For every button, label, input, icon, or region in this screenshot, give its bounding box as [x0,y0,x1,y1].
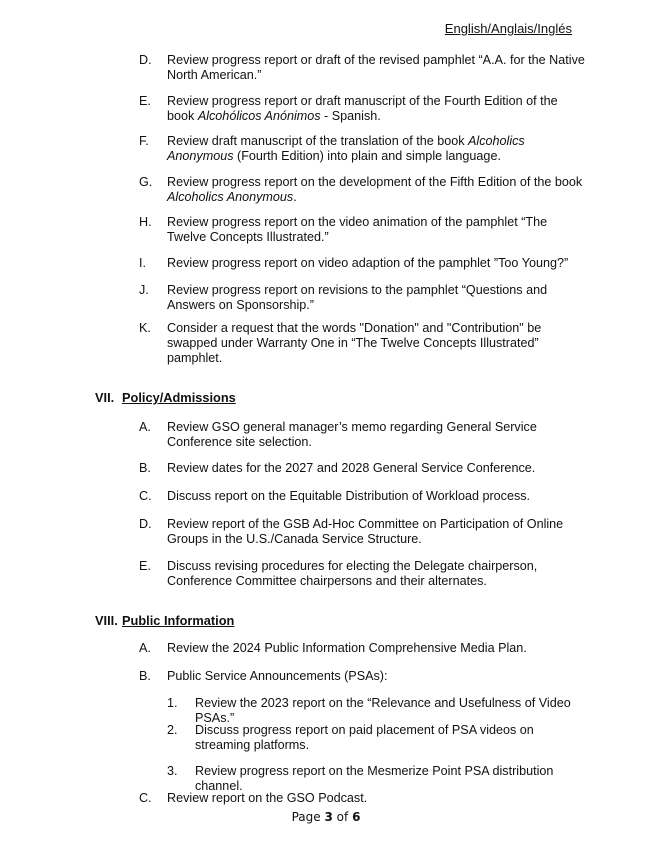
item-text: Review report on the GSO Podcast. [167,791,368,805]
section-heading-viii [95,613,234,628]
item-letter: H. [139,215,152,229]
item-text: Review progress report on the video animation of the pamphlet “The Twelve Concepts Illustrated.” [167,215,548,244]
item-letter: E. [139,94,151,108]
item-text: Review dates for the 2027 and 2028 General Service Conference. [167,461,536,475]
item-text: Review progress report on video adaption of the pamphlet ”Too Young?” [167,256,569,270]
item-letter: I. [139,256,146,270]
item-text: Review progress report on the Mesmerize Point PSA distribution channel. [195,764,554,793]
section-number: VII. [95,390,115,405]
item-letter: D. [139,53,152,67]
item-letter: A. [139,420,151,434]
item-letter: G. [139,175,153,189]
item-text: Review progress report or draft manuscript of the Fourth Edition of the book Alcohólicos Anónimos - Spanish. [167,94,558,123]
item-letter: 3. [167,764,178,778]
item-letter: 1. [167,696,178,710]
item-text: Discuss progress report on paid placement of PSA videos on streaming platforms. [195,723,534,752]
item-text: Review progress report on the development of the Fifth Edition of the book Alcoholics Anonymous. [167,175,583,204]
section-title: Policy/Admissions [122,390,236,405]
page-number: Page 3 of 6 [291,810,361,824]
language-header: English/Anglais/Inglés [444,21,572,36]
item-text: Review GSO general manager’s memo regarding General Service Conference site selection. [167,420,537,449]
item-text: Review report of the GSB Ad-Hoc Committee on Participation of Online Groups in the U.S./Canada Service Structure. [167,517,564,546]
section-number: VIII. [95,613,118,628]
item-letter: D. [139,517,152,531]
item-text: Review the 2024 Public Information Comprehensive Media Plan. [167,641,527,655]
item-text: Public Service Announcements (PSAs): [167,669,388,683]
item-text: Consider a request that the words "Donation" and "Contribution" be swapped under Warranty One in “The Twelve Concepts Illustrated” pamphlet. [167,321,542,365]
item-text: Discuss revising procedures for electing the Delegate chairperson, Conference Committee chairpersons and their alternates. [167,559,538,588]
item-letter: C. [139,791,152,805]
item-text: Review the 2023 report on the “Relevance and Usefulness of Video PSAs.” [195,696,571,725]
item-letter: E. [139,559,151,573]
item-letter: C. [139,489,152,503]
item-letter: 2. [167,723,178,737]
section-title: Public Information [122,613,235,628]
item-text: Review draft manuscript of the translation of the book Alcoholics Anonymous (Fourth Edition) into plain and simple language. [167,134,525,163]
item-text: Review progress report on revisions to the pamphlet “Questions and Answers on Sponsorship.” [167,283,548,312]
item-letter: F. [139,134,149,148]
item-letter: B. [139,669,151,683]
item-letter: A. [139,641,151,655]
item-text: Discuss report on the Equitable Distribution of Workload process. [167,489,531,503]
item-text: Review progress report or draft of the revised pamphlet “A.A. for the Native North American.” [167,53,585,82]
item-letter: K. [139,321,151,335]
item-letter: B. [139,461,151,475]
item-letter: J. [139,283,149,297]
section-heading-vii [95,390,236,405]
